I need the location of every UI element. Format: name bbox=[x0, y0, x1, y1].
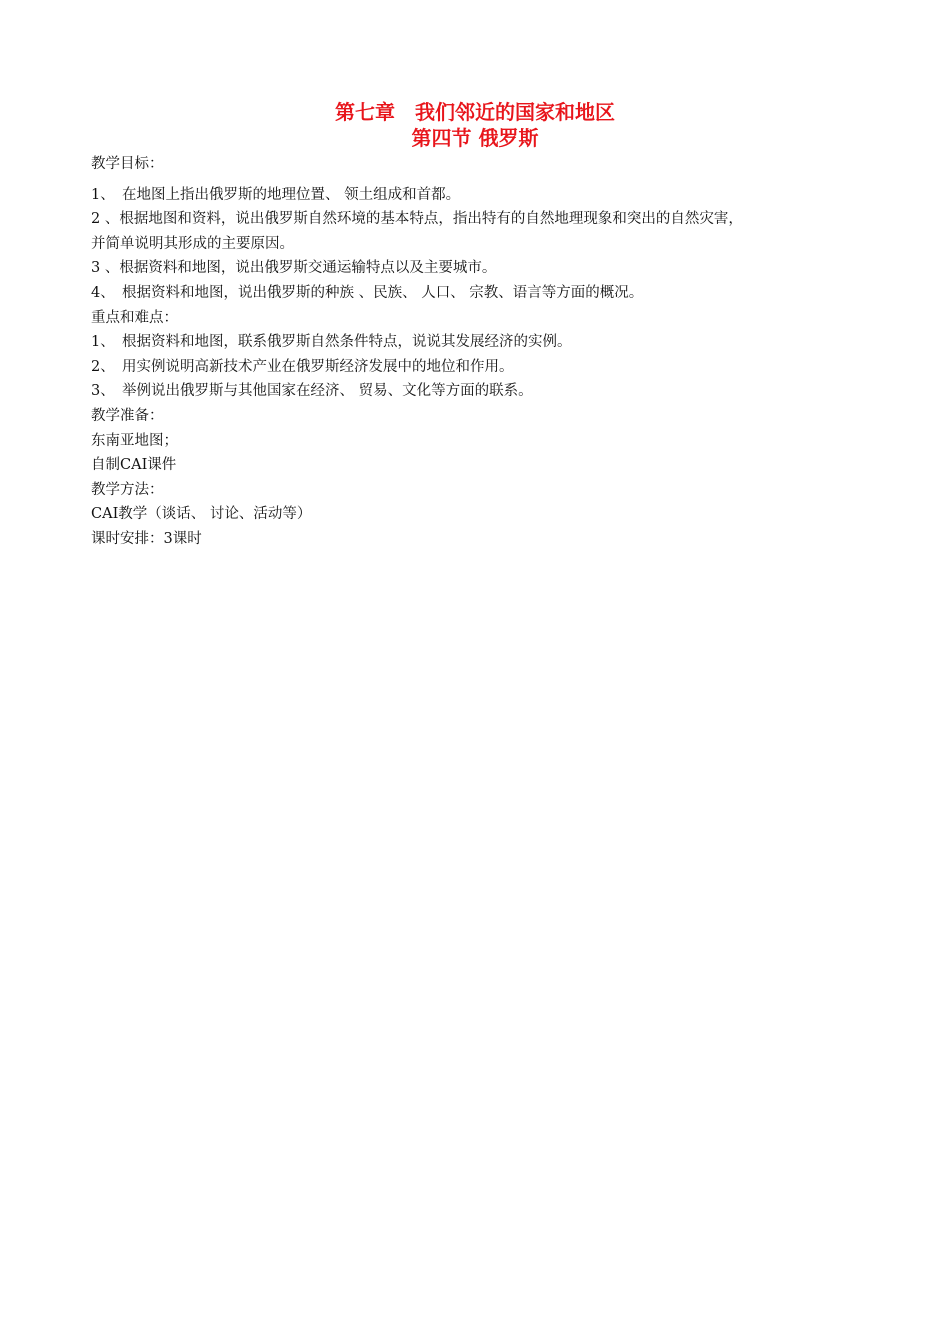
schedule-text: 课时安排：3课时 bbox=[91, 530, 202, 547]
preparation-item: 自制CAI课件 bbox=[91, 457, 177, 474]
key-point-item: 2、 用实例说明高新技术产业在俄罗斯经济发展中的地位和作用。 bbox=[91, 358, 514, 375]
method-heading: 教学方法： bbox=[91, 481, 164, 498]
objective-item: 并简单说明其形成的主要原因。 bbox=[91, 235, 294, 252]
objective-item: 2 、根据地图和资料，说出俄罗斯自然环境的基本特点，指出特有的自然地理现象和突出的自然灾害， bbox=[91, 211, 743, 228]
objective-item: 4、 根据资料和地图，说出俄罗斯的种族 、民族、 人口、 宗教、语言等方面的概况。 bbox=[91, 284, 644, 301]
preparation-heading: 教学准备： bbox=[91, 407, 164, 424]
key-point-item: 1、 根据资料和地图，联系俄罗斯自然条件特点，说说其发展经济的实例。 bbox=[91, 334, 572, 351]
section-title: 第四节 俄罗斯 bbox=[411, 126, 539, 150]
document-body bbox=[91, 152, 871, 552]
key-point-item: 3、 举例说出俄罗斯与其他国家在经济、 贸易、文化等方面的联系。 bbox=[91, 383, 533, 400]
chapter-title: 第七章 我们邻近的国家和地区 bbox=[335, 100, 615, 124]
method-text: CAI教学（谈话、 讨论、活动等） bbox=[91, 506, 312, 523]
key-points-heading: 重点和难点： bbox=[91, 309, 178, 326]
preparation-item: 东南亚地图； bbox=[91, 432, 178, 449]
objective-item: 3 、根据资料和地图，说出俄罗斯交通运输特点以及主要城市。 bbox=[91, 260, 497, 277]
objective-item: 1、 在地图上指出俄罗斯的地理位置、 领土组成和首都。 bbox=[91, 186, 461, 203]
objectives-heading: 教学目标： bbox=[91, 156, 164, 172]
